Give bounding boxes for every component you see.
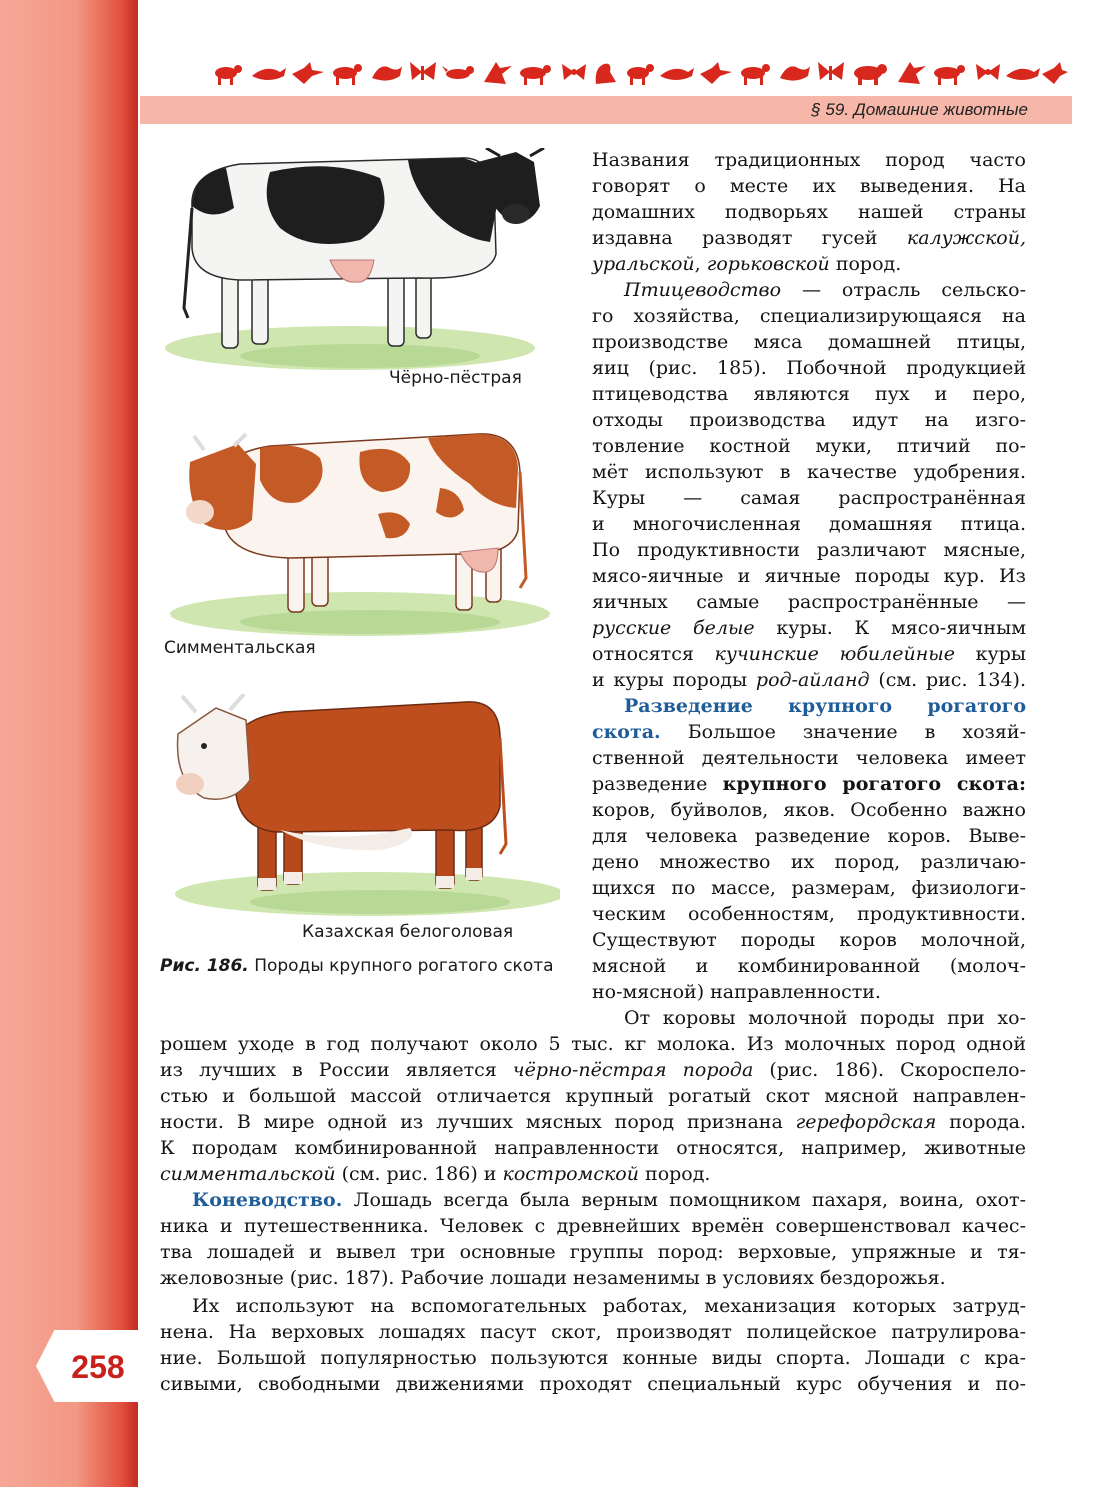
text-line: [592, 719, 1026, 745]
text-line: отходы производства идут на изго-: [592, 409, 1026, 431]
breed-name-italic: костромской: [502, 1163, 639, 1185]
text-line: Названия традиционных пород часто: [592, 149, 1026, 171]
breed-name-italic: симментальской: [160, 1163, 336, 1185]
text-span: ности. В мире одной из лучших мясных пород признана: [160, 1111, 796, 1133]
text-line: желовозные (рис. 187). Рабочие лошади незаменимы в условиях бездорожья.: [160, 1267, 946, 1289]
text-line: К породам комбинированной направленности относятся, например, животные: [160, 1137, 1026, 1159]
breed-name-italic: кучинские юбилейные: [714, 643, 955, 665]
animal-silhouette-strip-icon: [210, 58, 1070, 88]
text-line: птицеводства являются пух и перо,: [592, 383, 1026, 405]
subheading-cattle: Разведение крупного рогатого: [624, 695, 1026, 717]
text-line: производстве мяса домашней птицы,: [592, 331, 1026, 353]
text-span: разведение: [592, 773, 723, 795]
breed-label-simmental: Симментальская: [164, 638, 316, 658]
text-line: [592, 667, 1026, 693]
text-line: [160, 1109, 1026, 1135]
text-line: [592, 225, 1026, 251]
figure-caption-number: Рис. 186.: [160, 956, 249, 976]
text-span: пород.: [829, 253, 902, 275]
text-span: издавна разводят гусей: [592, 227, 907, 249]
figure-caption: [160, 954, 560, 978]
text-line: го хозяйства, специализирующаяся на: [592, 305, 1026, 327]
text-line: для человека разведение коров. Выве-: [592, 825, 1026, 847]
text-line: [192, 1187, 1026, 1213]
breed-name-italic: уральской: [592, 253, 695, 275]
text-line: Их используют на вспомогательных работах, механизация которых затруд-: [192, 1295, 1026, 1317]
text-line: товление костной муки, птичий по-: [592, 435, 1026, 457]
section-header-band: [140, 96, 1072, 124]
red-white-cow-illustration-icon: [160, 428, 552, 640]
text-span: Лошадь всегда была верным помощником пахаря, воина, охот-: [342, 1189, 1026, 1211]
text-line: яичных самые распространённые —: [592, 591, 1026, 613]
text-line: рошем уходе в год получают около 5 тыс. кг молока. Из молочных пород одной: [160, 1033, 1026, 1055]
red-whitehead-cow-illustration-icon: [160, 694, 560, 920]
text-line: От коровы молочной породы при хо-: [624, 1007, 1026, 1029]
text-span: Большое значение в хозяй-: [660, 721, 1026, 743]
text-line: стью и большой массой отличается крупный рогатый скот мясной направлен-: [160, 1085, 1026, 1107]
breed-name-italic: горьковской: [706, 253, 830, 275]
text-span: — отрасль сельско-: [781, 279, 1026, 301]
breed-name-italic: род-айланд: [755, 669, 870, 691]
text-span: (рис. 186). Скороспело-: [753, 1059, 1027, 1081]
section-title: § 59. Домашние животные: [811, 100, 1028, 119]
text-line: [592, 615, 1026, 641]
text-line: Существуют породы коров молочной,: [592, 929, 1026, 951]
text-line: По продуктивности различают мясные,: [592, 539, 1026, 561]
text-line: нена. На верховых лошадях пасут скот, производят полицейское патрулирова-: [160, 1321, 1026, 1343]
subheading-horse-breeding: Коневодство.: [192, 1189, 343, 1211]
text-line: [592, 771, 1026, 797]
text-line: Куры — самая распространённая: [592, 487, 1026, 509]
text-span: (см. рис. 186) и: [335, 1163, 503, 1185]
breed-name-italic: калужской,: [906, 227, 1026, 249]
breed-label-black-white: Чёрно-пёстрая: [389, 368, 522, 388]
page-number: 258: [71, 1349, 125, 1385]
text-line: ческим особенностям, продуктивности.: [592, 903, 1026, 925]
text-line: ника и путешественника. Человек с древнейших времён совершенствовал качес-: [160, 1215, 1026, 1237]
figure-caption-text: Породы крупного рогатого скота: [254, 956, 554, 976]
text-span: относятся: [592, 643, 715, 665]
text-line: [592, 641, 1026, 667]
text-line: ственной деятельности человека имеет: [592, 747, 1026, 769]
black-white-cow-illustration-icon: [160, 148, 552, 376]
breed-name-italic: герефордская: [795, 1111, 937, 1133]
term-bold: крупного рогатого скота:: [722, 773, 1026, 795]
breed-label-kazakh-whitehead: Казахская белоголовая: [302, 922, 514, 942]
text-span: и куры породы: [592, 669, 756, 691]
text-line: говорят о месте их выведения. На: [592, 175, 1026, 197]
text-span: (см. рис. 134).: [869, 669, 1026, 691]
text-line: мясной и комбинированной (молоч-: [592, 955, 1026, 977]
text-line: [592, 251, 1026, 277]
breed-name-italic: чёрно-пёстрая порода: [512, 1059, 754, 1081]
text-line: тва лошадей и вывел три основные группы пород: верховые, упряжные и тя-: [160, 1241, 1026, 1263]
subheading-cattle-end: скота.: [592, 721, 661, 743]
text-span: ,: [694, 253, 707, 275]
term-italic: Птицеводство: [624, 279, 782, 301]
text-line: яиц (рис. 185). Побочной продукцией: [592, 357, 1026, 379]
text-line: коров, буйволов, яков. Особенно важно: [592, 799, 1026, 821]
text-span: из лучших в России является: [160, 1059, 513, 1081]
text-line: мёт используют в качестве удобрения.: [592, 461, 1026, 483]
text-span: куры. К мясо-яичным: [754, 617, 1026, 639]
text-span: порода.: [936, 1111, 1026, 1133]
text-line: [624, 277, 1026, 303]
text-line: но-мясной) направленности.: [592, 981, 881, 1003]
text-line: щихся по массе, размерам, физиологи-: [592, 877, 1026, 899]
text-line: [160, 1057, 1026, 1083]
side-color-bar: [0, 0, 138, 1487]
text-line: [160, 1161, 1026, 1187]
text-line: сивыми, свободными движениями проходят специальный курс обучения и по-: [160, 1373, 1026, 1395]
text-span: пород.: [638, 1163, 711, 1185]
text-line: мясо-яичные и яичные породы кур. Из: [592, 565, 1026, 587]
text-line: и многочисленная домашняя птица.: [592, 513, 1026, 535]
text-span: куры: [954, 643, 1026, 665]
text-line: дено множество их пород, различаю-: [592, 851, 1026, 873]
text-line: домашних подворьях нашей страны: [592, 201, 1026, 223]
text-line: ние. Большой популярностью пользуются конные виды спорта. Лошади с кра-: [160, 1347, 1026, 1369]
breed-name-italic: русские белые: [592, 617, 755, 639]
